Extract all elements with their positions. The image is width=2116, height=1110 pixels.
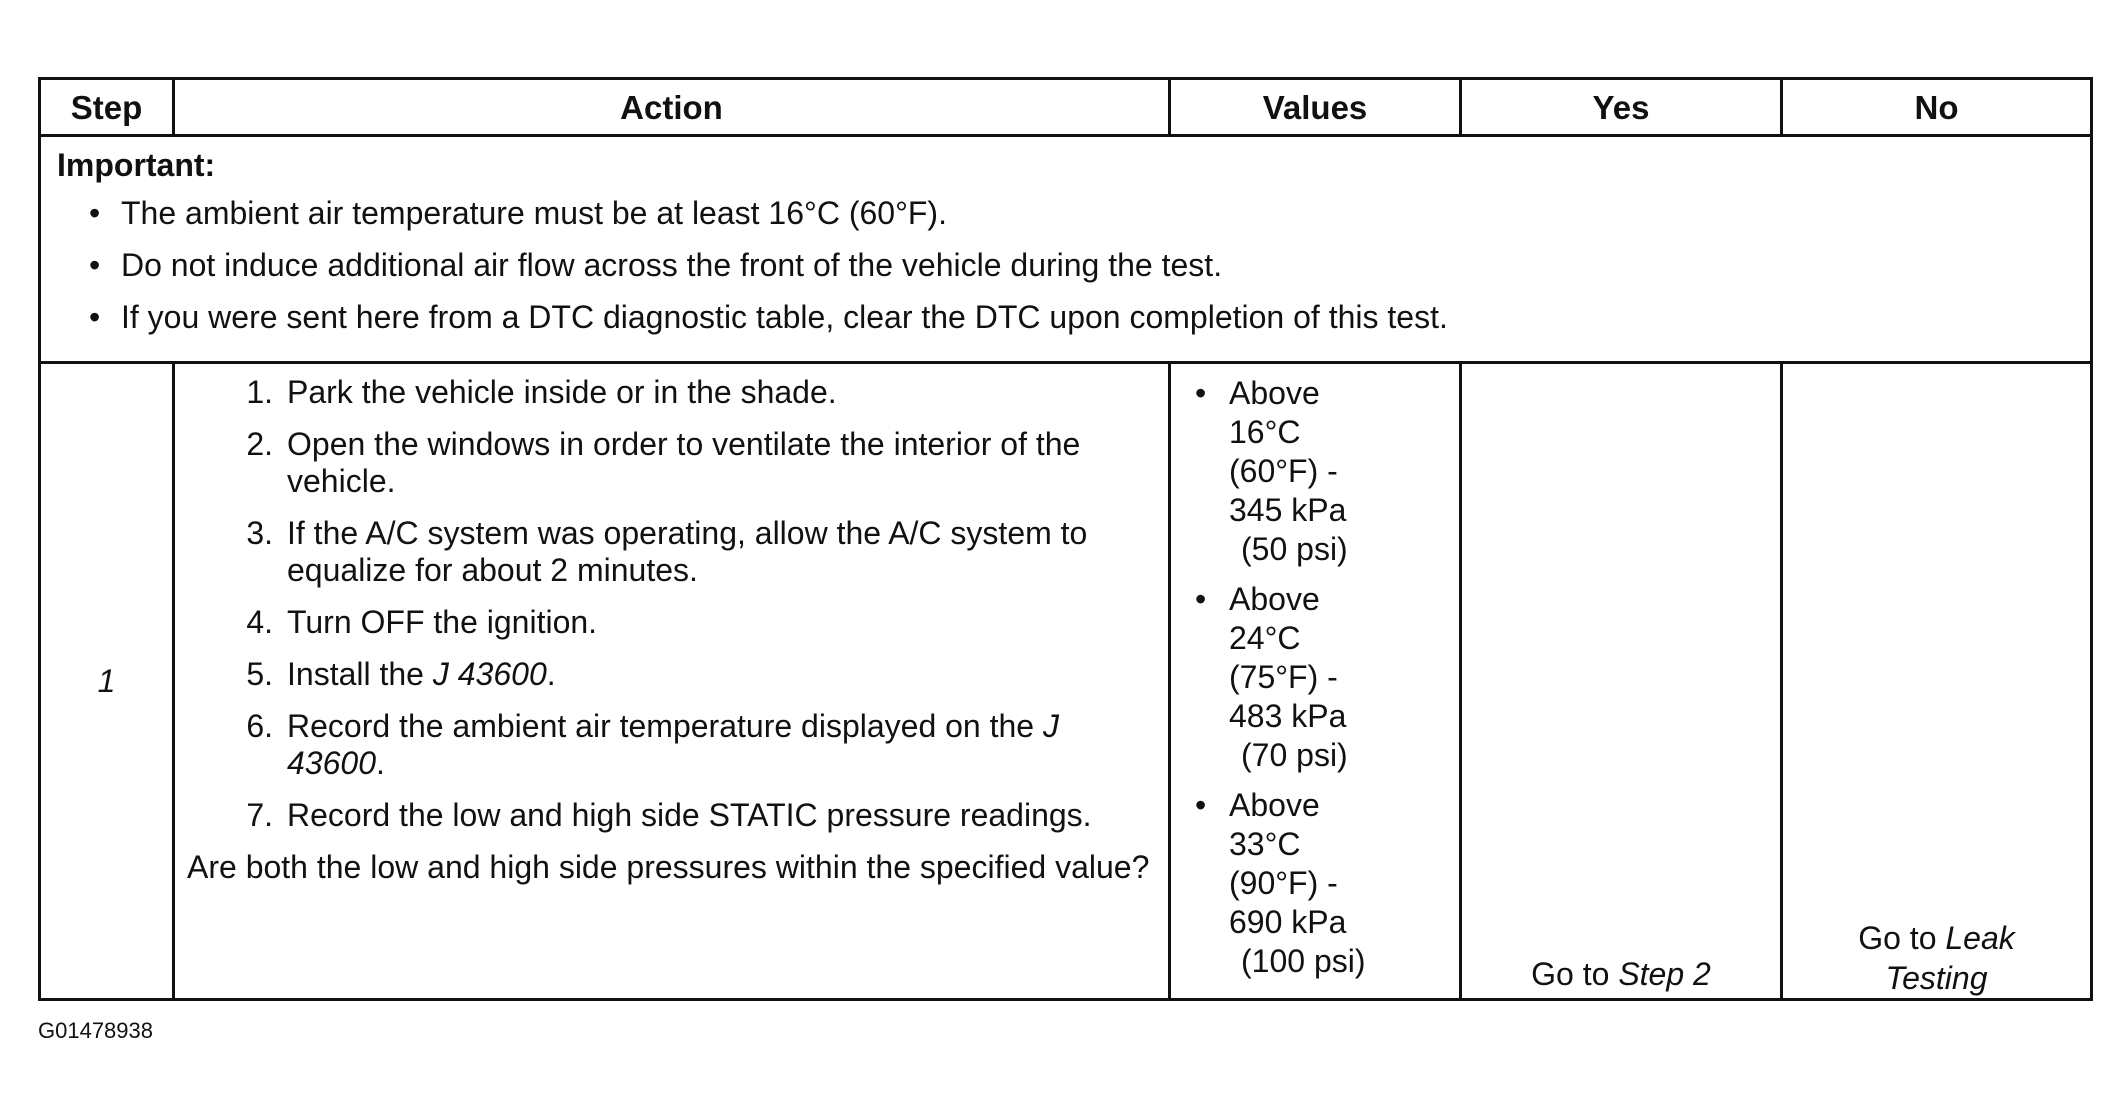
step-text: Record the low and high side STATIC pressure readings.: [287, 797, 1092, 833]
step-num: 6.: [246, 708, 273, 744]
step-num: 7.: [246, 797, 273, 833]
important-item: [89, 291, 2090, 343]
header-no: No: [1782, 79, 2092, 136]
step-number: 1: [40, 363, 174, 1000]
step-text: Turn OFF the ignition.: [287, 604, 598, 640]
value-line: (50 psi): [1241, 531, 1348, 567]
step-num: 1.: [246, 374, 273, 410]
value-line: Above: [1229, 787, 1320, 823]
step-num: 3.: [246, 515, 273, 551]
value-line: 345 kPa: [1229, 492, 1347, 528]
step-text-post: .: [546, 656, 556, 692]
action-step: [187, 604, 1152, 641]
value-line: 16°C: [1229, 414, 1301, 450]
value-line: 690 kPa: [1229, 904, 1347, 940]
header-row: [40, 79, 2092, 136]
step-text: [287, 708, 1152, 782]
action-cell: [174, 363, 1170, 1000]
action-step: [187, 515, 1152, 589]
value-item: [1195, 580, 1453, 775]
step-text: Park the vehicle inside or in the shade.: [287, 374, 837, 410]
tool-reference: J 43600: [432, 656, 547, 692]
step-text: Open the windows in order to ventilate the interior of the vehicle.: [287, 426, 1081, 499]
important-note: [40, 136, 2092, 363]
action-step: [187, 374, 1152, 411]
action-question: Are both the low and high side pressures within the specified value?: [187, 849, 1150, 885]
header-values: Values: [1170, 79, 1461, 136]
leak-testing-link[interactable]: Leak: [1945, 920, 2015, 956]
action-step: [187, 426, 1152, 500]
step-text: If the A/C system was operating, allow the A/C system to equalize for about 2 minutes.: [287, 515, 1088, 588]
bullet-icon: •: [89, 247, 101, 283]
step-text-pre: Record the ambient air temperature displayed on the: [287, 708, 1043, 744]
bullet-icon: •: [1195, 787, 1207, 823]
action-step: [187, 797, 1152, 834]
header-action: Action: [174, 79, 1170, 136]
important-item-text: If you were sent here from a DTC diagnostic table, clear the DTC upon completion of this test.: [121, 299, 1448, 335]
value-item: [1195, 374, 1453, 569]
important-list: [57, 187, 2090, 343]
step-row: [40, 363, 2092, 1000]
value-line: (100 psi): [1241, 943, 1366, 979]
value-line: 24°C: [1229, 620, 1301, 656]
step-text: [287, 656, 1152, 693]
header-step: Step: [40, 79, 174, 136]
yes-cell: [1461, 363, 1782, 1000]
bullet-icon: •: [1195, 375, 1207, 411]
value-line: Above: [1229, 375, 1320, 411]
important-title: Important:: [57, 147, 216, 183]
goto-step-2-link[interactable]: Step 2: [1618, 956, 1711, 992]
value-line: (60°F) -: [1229, 453, 1338, 489]
value-line: Above: [1229, 581, 1320, 617]
important-item: [89, 239, 2090, 291]
bullet-icon: •: [1195, 581, 1207, 617]
values-cell: [1170, 363, 1461, 1000]
bullet-icon: •: [89, 299, 101, 335]
diagnostic-table: [38, 77, 2093, 1001]
step-num: 5.: [246, 656, 273, 692]
value-line: 33°C: [1229, 826, 1301, 862]
bullet-icon: •: [89, 195, 101, 231]
leak-testing-link-cont[interactable]: Testing: [1885, 960, 1988, 996]
action-step: [187, 708, 1152, 782]
value-item: [1195, 786, 1453, 981]
important-row: [40, 136, 2092, 363]
no-cell: [1782, 363, 2092, 1000]
no-text: Go to: [1858, 920, 1946, 956]
step-num: 4.: [246, 604, 273, 640]
important-item-text: The ambient air temperature must be at least 16°C (60°F).: [121, 195, 947, 231]
important-item: [89, 187, 2090, 239]
tool-reference: J 43600: [287, 708, 1059, 781]
step-num: 2.: [246, 426, 273, 462]
value-line: (90°F) -: [1229, 865, 1338, 901]
header-yes: Yes: [1461, 79, 1782, 136]
important-item-text: Do not induce additional air flow across the front of the vehicle during the test.: [121, 247, 1223, 283]
step-text-pre: Install the: [287, 656, 433, 692]
figure-id: G01478938: [38, 1018, 153, 1043]
value-line: (70 psi): [1241, 737, 1348, 773]
step-text-post: .: [375, 745, 385, 781]
action-step: [187, 656, 1152, 693]
value-line: (75°F) -: [1229, 659, 1338, 695]
action-steps: [187, 374, 1152, 834]
value-line: 483 kPa: [1229, 698, 1347, 734]
yes-text: Go to: [1531, 956, 1619, 992]
